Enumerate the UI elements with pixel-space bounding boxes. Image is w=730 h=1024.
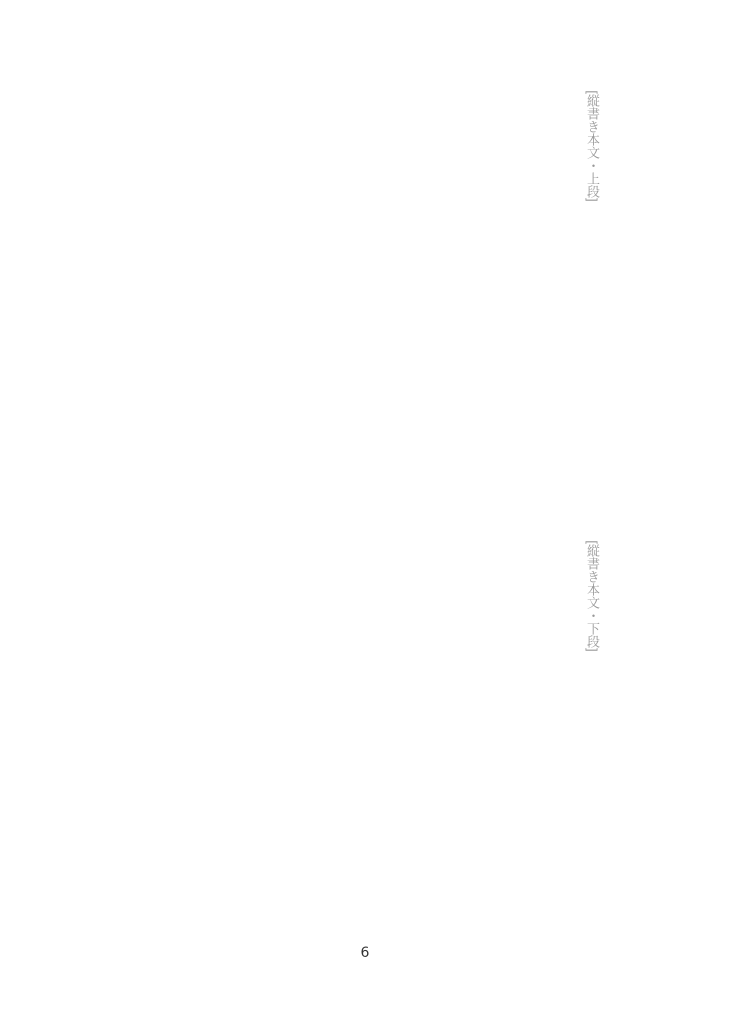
bottom-block-placeholder: [縦書き本文・下段] [585, 540, 600, 652]
vertical-text-block-top [130, 70, 630, 480]
vertical-text-block-bottom [130, 520, 630, 930]
top-block-placeholder: [縦書き本文・上段] [585, 90, 600, 202]
page-number: 6 [360, 945, 370, 961]
